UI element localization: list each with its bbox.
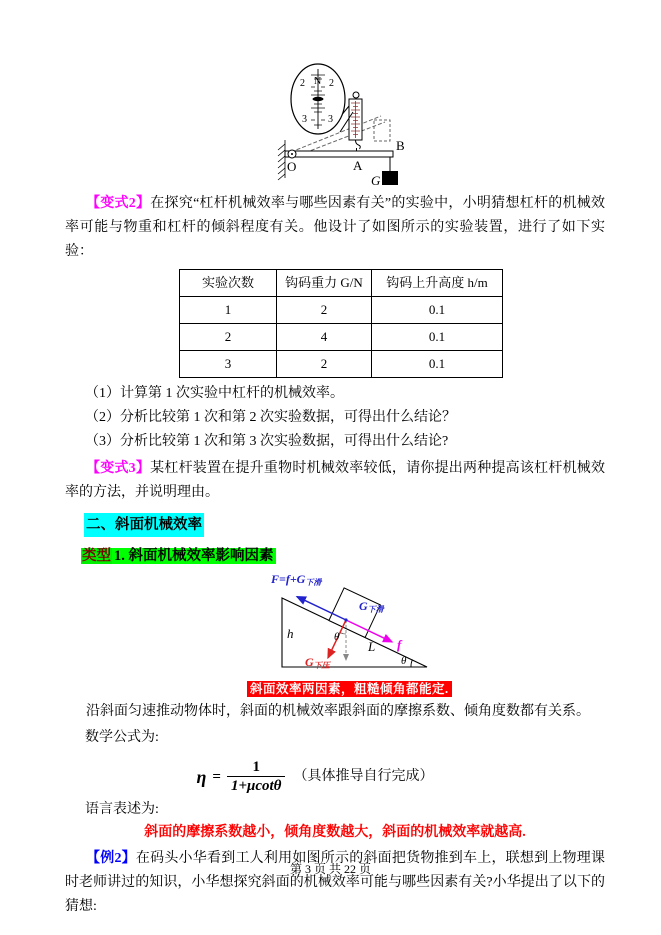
incline-diagram-svg	[247, 570, 447, 672]
scale-face-n: N	[314, 76, 322, 87]
weight-label: G	[371, 173, 381, 188]
friction-label: f	[397, 637, 402, 652]
table-header-weight: 钩码重力 G/N	[277, 270, 372, 297]
section2-heading-row	[65, 505, 605, 538]
variant3-paragraph	[65, 457, 605, 505]
lever-experiment-figure	[271, 54, 431, 189]
table-header-trial: 实验次数	[180, 270, 277, 297]
section2-heading: 二、斜面机械效率	[84, 513, 204, 537]
type1-heading-row	[81, 544, 605, 568]
spring-scale-hook	[356, 140, 361, 149]
formula-note: （具体推导自行完成）	[293, 769, 434, 784]
experiment-table	[179, 269, 503, 378]
table-header-row	[180, 270, 503, 297]
height-label: h	[287, 626, 294, 641]
type1-heading: 1. 斜面机械效率影响因素	[114, 548, 274, 564]
question-2: （2）分析比较第 1 次和第 2 次实验数据，可得出什么结论？	[85, 410, 456, 425]
point-a-label: A	[353, 158, 363, 173]
table-row	[180, 324, 503, 351]
language-intro-line: 语言表述为:	[85, 802, 159, 817]
formula-intro-line: 数学公式为:	[85, 730, 159, 745]
variant2-text: 在探究“杠杆机械效率与哪些因素有关”的实验中，小明猜想杠杆的机械效率可能与物重和杠杆的倾斜程度有关。他设计了如图所示的实验装置，进行了如下实验：	[65, 196, 605, 259]
questions-block	[65, 382, 605, 454]
scale-face-right-3: 3	[328, 114, 333, 125]
scale-face-right-2: 2	[329, 78, 334, 89]
table-cell: 0.1	[372, 324, 503, 351]
theta-inner-label: θ	[334, 631, 340, 643]
example2-label: 【例2】	[86, 851, 136, 866]
table-row	[180, 297, 503, 324]
fraction-numerator: 1	[252, 759, 260, 775]
support-hatching	[278, 140, 285, 180]
table-header-height: 钩码上升高度 h/m	[372, 270, 503, 297]
spring-scale-ring	[353, 92, 359, 98]
variant2-paragraph	[65, 192, 605, 264]
incline-intro-paragraph: 沿斜面匀速推动物体时，斜面的机械效率跟斜面的摩擦系数、倾角度数都有关系。	[86, 704, 590, 719]
g-slide-label: G下滑	[359, 599, 384, 614]
pivot-dot	[291, 153, 293, 155]
fraction	[227, 758, 286, 796]
table-cell: 2	[180, 324, 277, 351]
variant3-label: 【变式3】	[86, 461, 151, 476]
point-b-label: B	[396, 138, 405, 153]
question-1: （1）计算第 1 次实验中杠杆的机械效率。	[85, 386, 344, 401]
question-3: （3）分析比较第 1 次和第 3 次实验数据，可得出什么结论?	[85, 434, 449, 449]
table-cell: 1	[180, 297, 277, 324]
variant3-text: 某杠杆装置在提升重物时机械效率较低，请你提出两种提高该杠杆机械效率的方法，并说明理由。	[65, 461, 606, 500]
table-cell: 0.1	[372, 297, 503, 324]
red-rule-sentence: 斜面的摩擦系数越小，倾角度数越大，斜面的机械效率就越高.	[144, 825, 526, 840]
scale-face-left-3: 3	[302, 114, 307, 125]
table-cell: 0.1	[372, 351, 503, 378]
length-label: L	[368, 639, 376, 654]
equals-sign: =	[212, 769, 221, 785]
incline-figure	[247, 570, 447, 681]
eta-symbol: η	[196, 767, 207, 787]
page-footer: 第 3 页 共 22 页	[289, 862, 371, 876]
dashed-weight-outline	[374, 120, 390, 141]
applied-force-label: F=f+G下滑	[271, 572, 322, 587]
scale-pointer	[313, 97, 324, 101]
weight-block	[382, 171, 398, 185]
variant2-label: 【变式2】	[86, 196, 151, 211]
table-row	[180, 351, 503, 378]
example2-text: 在码头小华看到工人利用如图所示的斜面把货物推到车上，联想到上物理课时老师讲过的知识，小华想探究斜面的机械效率可能与哪些因素有关?小华提出了以下的猜想:	[65, 851, 605, 914]
g-press-label: G下压	[305, 655, 330, 670]
type1-prefix: 类型	[82, 548, 111, 564]
lever-diagram-svg	[271, 54, 431, 189]
lever-bar	[285, 151, 393, 157]
fraction-denominator: 1+μcotθ	[227, 776, 286, 796]
document-content	[0, 54, 661, 919]
scale-face-left-2: 2	[300, 78, 305, 89]
incline-caption-bar: 斜面效率两因素，粗糙倾角都能定.	[247, 681, 452, 697]
force-origin-dot	[344, 618, 347, 621]
table-cell: 3	[180, 351, 277, 378]
table-cell: 2	[277, 297, 372, 324]
efficiency-formula	[65, 758, 565, 796]
pivot-label: O	[287, 159, 297, 174]
table-cell: 4	[277, 324, 372, 351]
example2-paragraph	[65, 847, 605, 919]
theta-corner-label: θ	[401, 655, 407, 667]
table-cell: 2	[277, 351, 372, 378]
